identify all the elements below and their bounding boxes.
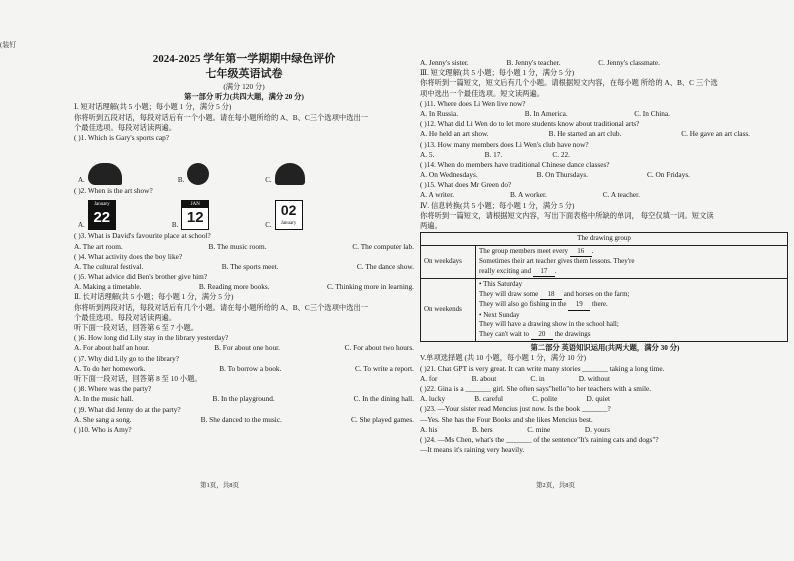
q13-option-a[interactable]: A. 5. (420, 149, 435, 159)
q13-options (420, 150, 570, 160)
q2-option-c[interactable] (265, 200, 302, 230)
q4-option-c[interactable]: C. The dance show. (356, 261, 414, 271)
question-22: ( )22. Gina is a _______ girl. She often says"hello"to her teachers with a smile. (420, 383, 652, 393)
calendar-icon (275, 200, 303, 230)
ball-cap-icon (187, 163, 209, 185)
q21-option-d[interactable]: D. without (578, 373, 610, 383)
line-text: They will also go fishing in the (479, 300, 569, 309)
q22-options (420, 394, 610, 404)
q21-options (420, 374, 610, 384)
q9-option-b[interactable]: B. She danced to the music. (200, 414, 282, 424)
q10-option-b[interactable]: B. Jenny's teacher. (506, 58, 561, 67)
weekends-line (479, 330, 784, 341)
q1-option-a[interactable] (78, 163, 122, 185)
line-text: the drawings (552, 329, 591, 338)
q23-option-b[interactable]: B. hers (471, 424, 493, 434)
q2-option-c-label: C. (265, 221, 272, 230)
section1-instruction-2: 个最佳选项。每段对话读两遍。 (74, 122, 177, 132)
section5-heading: V.单项选择题 (共 10 小题，每小题 1 分，满分 10 分) (420, 353, 587, 363)
q12-option-b[interactable]: B. He started an art club. (548, 129, 622, 139)
q7-option-b[interactable]: B. To borrow a book. (219, 363, 282, 373)
section2-instruction: 你将听到两段对话，每段对话后有几个小题。请在每小题所给的 A、B、C三个选项中选出一 (74, 302, 369, 312)
weekends-line: They will have a drawing show in the school hall; (479, 320, 619, 329)
table-title: The drawing group (421, 233, 788, 246)
q12-option-c[interactable]: C. He gave an art class. (681, 129, 750, 139)
section3-heading: Ⅲ. 短文理解(共 5 小题；每小题 1 分，满分 5 分) (420, 68, 575, 78)
q7-options (74, 364, 414, 374)
page-footer-right: 第2页，共8页 (536, 482, 575, 489)
q23-option-c[interactable]: C. mine (527, 424, 551, 434)
q14-option-c[interactable]: C. On Fridays. (647, 170, 690, 180)
question-8: ( )8. Where was the party? (74, 384, 152, 394)
blank-16[interactable]: 16 (570, 247, 592, 258)
question-5: ( )5. What advice did Ben's brother give him? (74, 272, 208, 282)
q22-option-b[interactable]: B. careful (474, 394, 504, 404)
weekdays-cell (476, 245, 788, 279)
section2-heading: Ⅱ. 长对话理解(共 5 小题；每小题 1 分，满分 5 分) (74, 292, 234, 302)
q11-option-c[interactable]: C. In China. (634, 108, 670, 118)
part1-heading: 第一部分 听力(共四大题，满分 20 分) (184, 92, 304, 102)
line-text: The group members meet every (479, 246, 570, 255)
question-13: ( )13. How many members does Li Wen's club have now? (420, 139, 589, 149)
q6-options (74, 343, 414, 353)
section3-instruction: 你将听到一篇短文，短文后有几个小题。请根据短文内容，在每小题 所给的 A、B、C 三个选 (420, 78, 718, 88)
calendar-day: 02 (280, 202, 297, 219)
q2-option-b[interactable] (172, 200, 209, 230)
blank-17[interactable]: 17 (533, 267, 555, 278)
line-text: and horses on the farm; (562, 289, 630, 298)
exam-subtitle: 七年级英语试卷 (205, 68, 283, 80)
q8-option-a[interactable]: A. In the music hall. (74, 394, 134, 404)
line-text: They can't wait to (479, 329, 531, 338)
section3-instruction-2: 项中选出一个最佳选项。短文读两遍。 (420, 88, 545, 98)
q2-pictures (78, 198, 414, 230)
question-2: ( )2. When is the art show? (74, 186, 153, 196)
q4-option-a[interactable]: A. The cultural festival. (74, 261, 144, 271)
weekdays-label: On weekdays (421, 245, 476, 279)
part2-heading: 第二部分 英语知识运用(共两大题，满分 30 分) (530, 343, 680, 353)
q6-option-b[interactable]: B. For about one hour. (214, 343, 280, 353)
q5-options (74, 282, 414, 292)
drawing-group-table (420, 232, 788, 342)
q10-options (420, 58, 660, 68)
weekends-line: • Next Sunday (479, 310, 520, 319)
q5-option-a[interactable]: A. Making a timetable. (74, 282, 142, 292)
q3-options (74, 242, 414, 252)
blank-18[interactable]: 18 (540, 290, 562, 301)
question-3: ( )3. What is David's favourite place at school? (74, 231, 211, 241)
q11-option-b[interactable]: B. In America. (524, 108, 568, 118)
question-23: ( )23. —Your sister read Mencius just now. Is the book _______? (420, 404, 611, 414)
q13-option-c[interactable]: C. 22. (552, 149, 570, 159)
q1-option-c[interactable] (265, 163, 304, 185)
q10-option-a[interactable]: A. Jenny's sister. (420, 58, 469, 67)
question-6: ( )6. How long did Lily stay in the library yesterday? (74, 333, 229, 343)
q3-option-c[interactable]: C. The computer lab. (352, 241, 414, 251)
q4-option-b[interactable]: B. The sports meet. (221, 261, 279, 271)
question-11: ( )11. Where does Li Wen live now? (420, 98, 526, 108)
calendar-month: January (276, 220, 302, 227)
calendar-icon (88, 200, 116, 230)
q22-option-a[interactable]: A. lucky (420, 394, 446, 404)
question-10: ( )10. Who is Amy? (74, 424, 132, 434)
question-9: ( )9. What did Jenny do at the party? (74, 404, 181, 414)
calendar-month: January (89, 201, 115, 208)
q2-option-b-label: B. (171, 221, 179, 230)
q1-option-b-label: B. (177, 175, 185, 184)
page-footer-left: 第1页，共8页 (200, 482, 239, 489)
q13-option-b[interactable]: B. 17. (484, 149, 503, 159)
q11-options (420, 109, 670, 119)
q8-option-b[interactable]: B. In the playground. (212, 394, 275, 404)
calendar-icon (181, 200, 209, 230)
q21-option-c[interactable]: C. in (530, 373, 545, 383)
weekdays-line (479, 247, 784, 258)
q21-option-a[interactable]: A. for (420, 373, 438, 383)
helmet-icon (275, 163, 305, 185)
weekends-line (479, 290, 784, 301)
section1-heading: Ⅰ. 短对话理解(共 5 小题；每小题 1 分，满分 5 分) (74, 102, 232, 112)
section2-instruction-2: 个最佳选项。每段对话读两遍。 (74, 312, 177, 322)
q8-option-c[interactable]: C. In the dining hall. (353, 394, 414, 404)
question-23-response: —Yes. She has the Four Books and she likes Mencius best. (420, 414, 593, 424)
q23-option-d[interactable]: D. yours (584, 424, 610, 434)
line-text: really exciting and (479, 266, 533, 275)
left-column (74, 52, 414, 435)
question-14: ( )14. When do members have traditional Chinese dance classes? (420, 159, 610, 169)
cap-icon (88, 163, 122, 185)
q1-option-c-label: C. (265, 175, 272, 184)
exam-title: 2024-2025 学年第一学期期中绿色评价 (152, 53, 336, 65)
line-text: They will draw some (479, 289, 541, 298)
weekdays-line (479, 267, 784, 278)
q10-option-c[interactable]: C. Jenny's classmate. (598, 58, 660, 67)
q1-pictures (78, 145, 414, 185)
question-15: ( )15. What does Mr Green do? (420, 180, 512, 190)
q15-option-b[interactable]: B. A worker. (509, 190, 547, 200)
blank-20[interactable]: 20 (531, 330, 553, 341)
dialogue-2-note: 听下面一段对话，回答第 8 至 10 小题。 (74, 373, 202, 383)
q2-option-a[interactable] (78, 200, 116, 230)
weekends-line (479, 300, 784, 311)
q15-options (420, 190, 640, 200)
q7-option-a[interactable]: A. To do her homework. (74, 363, 146, 373)
blank-19[interactable]: 19 (568, 300, 590, 311)
calendar-day: 22 (93, 209, 111, 227)
q11-option-a[interactable]: A. In Russia. (420, 108, 459, 118)
right-column (420, 58, 790, 455)
q22-option-d[interactable]: D. quiet (586, 394, 610, 404)
q3-option-b[interactable]: B. The music room. (208, 241, 267, 251)
weekends-cell (476, 279, 788, 342)
calendar-month: JAN (182, 201, 208, 208)
calendar-day: 12 (186, 209, 204, 227)
q14-option-a[interactable]: A. On Wednesdays. (420, 170, 478, 180)
section1-instruction: 你将听到五段对话，每段对话后有一个小题。请在每小题所给的 A、B、C三个选项中选出一 (74, 112, 369, 122)
q22-option-c[interactable]: C. polite (532, 394, 558, 404)
q14-options (420, 170, 690, 180)
q15-option-a[interactable]: A. A writer. (420, 190, 455, 200)
section4-heading: Ⅳ. 信息转换(共 5 小题；每小题 1 分，满分 5 分) (420, 200, 575, 210)
weekends-label: On weekends (421, 279, 476, 342)
q5-option-b[interactable]: B. Reading more books. (198, 282, 270, 292)
q23-options (420, 425, 610, 435)
q9-option-c[interactable]: C. She played games. (350, 414, 414, 424)
q3-option-a[interactable]: A. The art room. (74, 241, 123, 251)
dialogue-1-note: 听下面一段对话，回答第 6 至 7 小题。 (74, 323, 199, 332)
q12-option-a[interactable]: A. He held an art show. (420, 129, 489, 139)
q8-options (74, 394, 414, 404)
total-score: (满分 120 分) (223, 82, 265, 91)
question-24-response: —It means it's raining very heavily. (420, 445, 525, 455)
q2-option-a-label: A. (78, 221, 85, 230)
q9-options (74, 415, 414, 425)
question-21: ( )21. Chat GPT is very great. It can write many stories _______ taking a long time. (420, 363, 665, 373)
q23-option-a[interactable]: A. his (420, 424, 438, 434)
q12-options (420, 129, 750, 139)
q6-option-c[interactable]: C. For about two hours. (344, 343, 414, 353)
question-1: ( )1. Which is Gary's sports cap? (74, 132, 170, 142)
binding-edge-text: (装钉 (0, 41, 17, 49)
weekdays-line: Sometimes their art teacher gives them lessons. They're (479, 257, 635, 266)
q9-option-a[interactable]: A. She sang a song. (74, 414, 132, 424)
question-4: ( )4. What activity does the boy like? (74, 251, 183, 261)
section4-instruction: 你将听到一篇短文，请根据短文内容，写出下面表格中所缺的单词， 每空仅填一词。短文读 (420, 210, 714, 220)
question-7: ( )7. Why did Lily go to the library? (74, 353, 180, 363)
section4-instruction-2: 两遍。 (420, 221, 442, 230)
q15-option-c[interactable]: C. A teacher. (602, 190, 640, 200)
q4-options (74, 262, 414, 272)
q14-option-b[interactable]: B. On Thursdays. (536, 170, 589, 180)
weekends-line: • This Saturday (479, 280, 523, 289)
q7-option-c[interactable]: C. To write a report. (355, 363, 414, 373)
q1-option-b[interactable] (178, 163, 209, 185)
line-text: . (591, 246, 594, 255)
q1-option-a-label: A. (78, 175, 85, 184)
q21-option-b[interactable]: B. about (471, 373, 497, 383)
q5-option-c[interactable]: C. Thinking more in learning. (326, 282, 414, 292)
question-12: ( )12. What did Li Wen do to let more students know about traditional arts? (420, 119, 640, 129)
line-text: there. (590, 300, 608, 309)
q6-option-a[interactable]: A. For about half an hour. (74, 343, 150, 353)
question-24: ( )24. —Ms Chen, what's the _______ of the sentence"It's raining cats and dogs"? (420, 434, 659, 444)
line-text: . (554, 266, 557, 275)
